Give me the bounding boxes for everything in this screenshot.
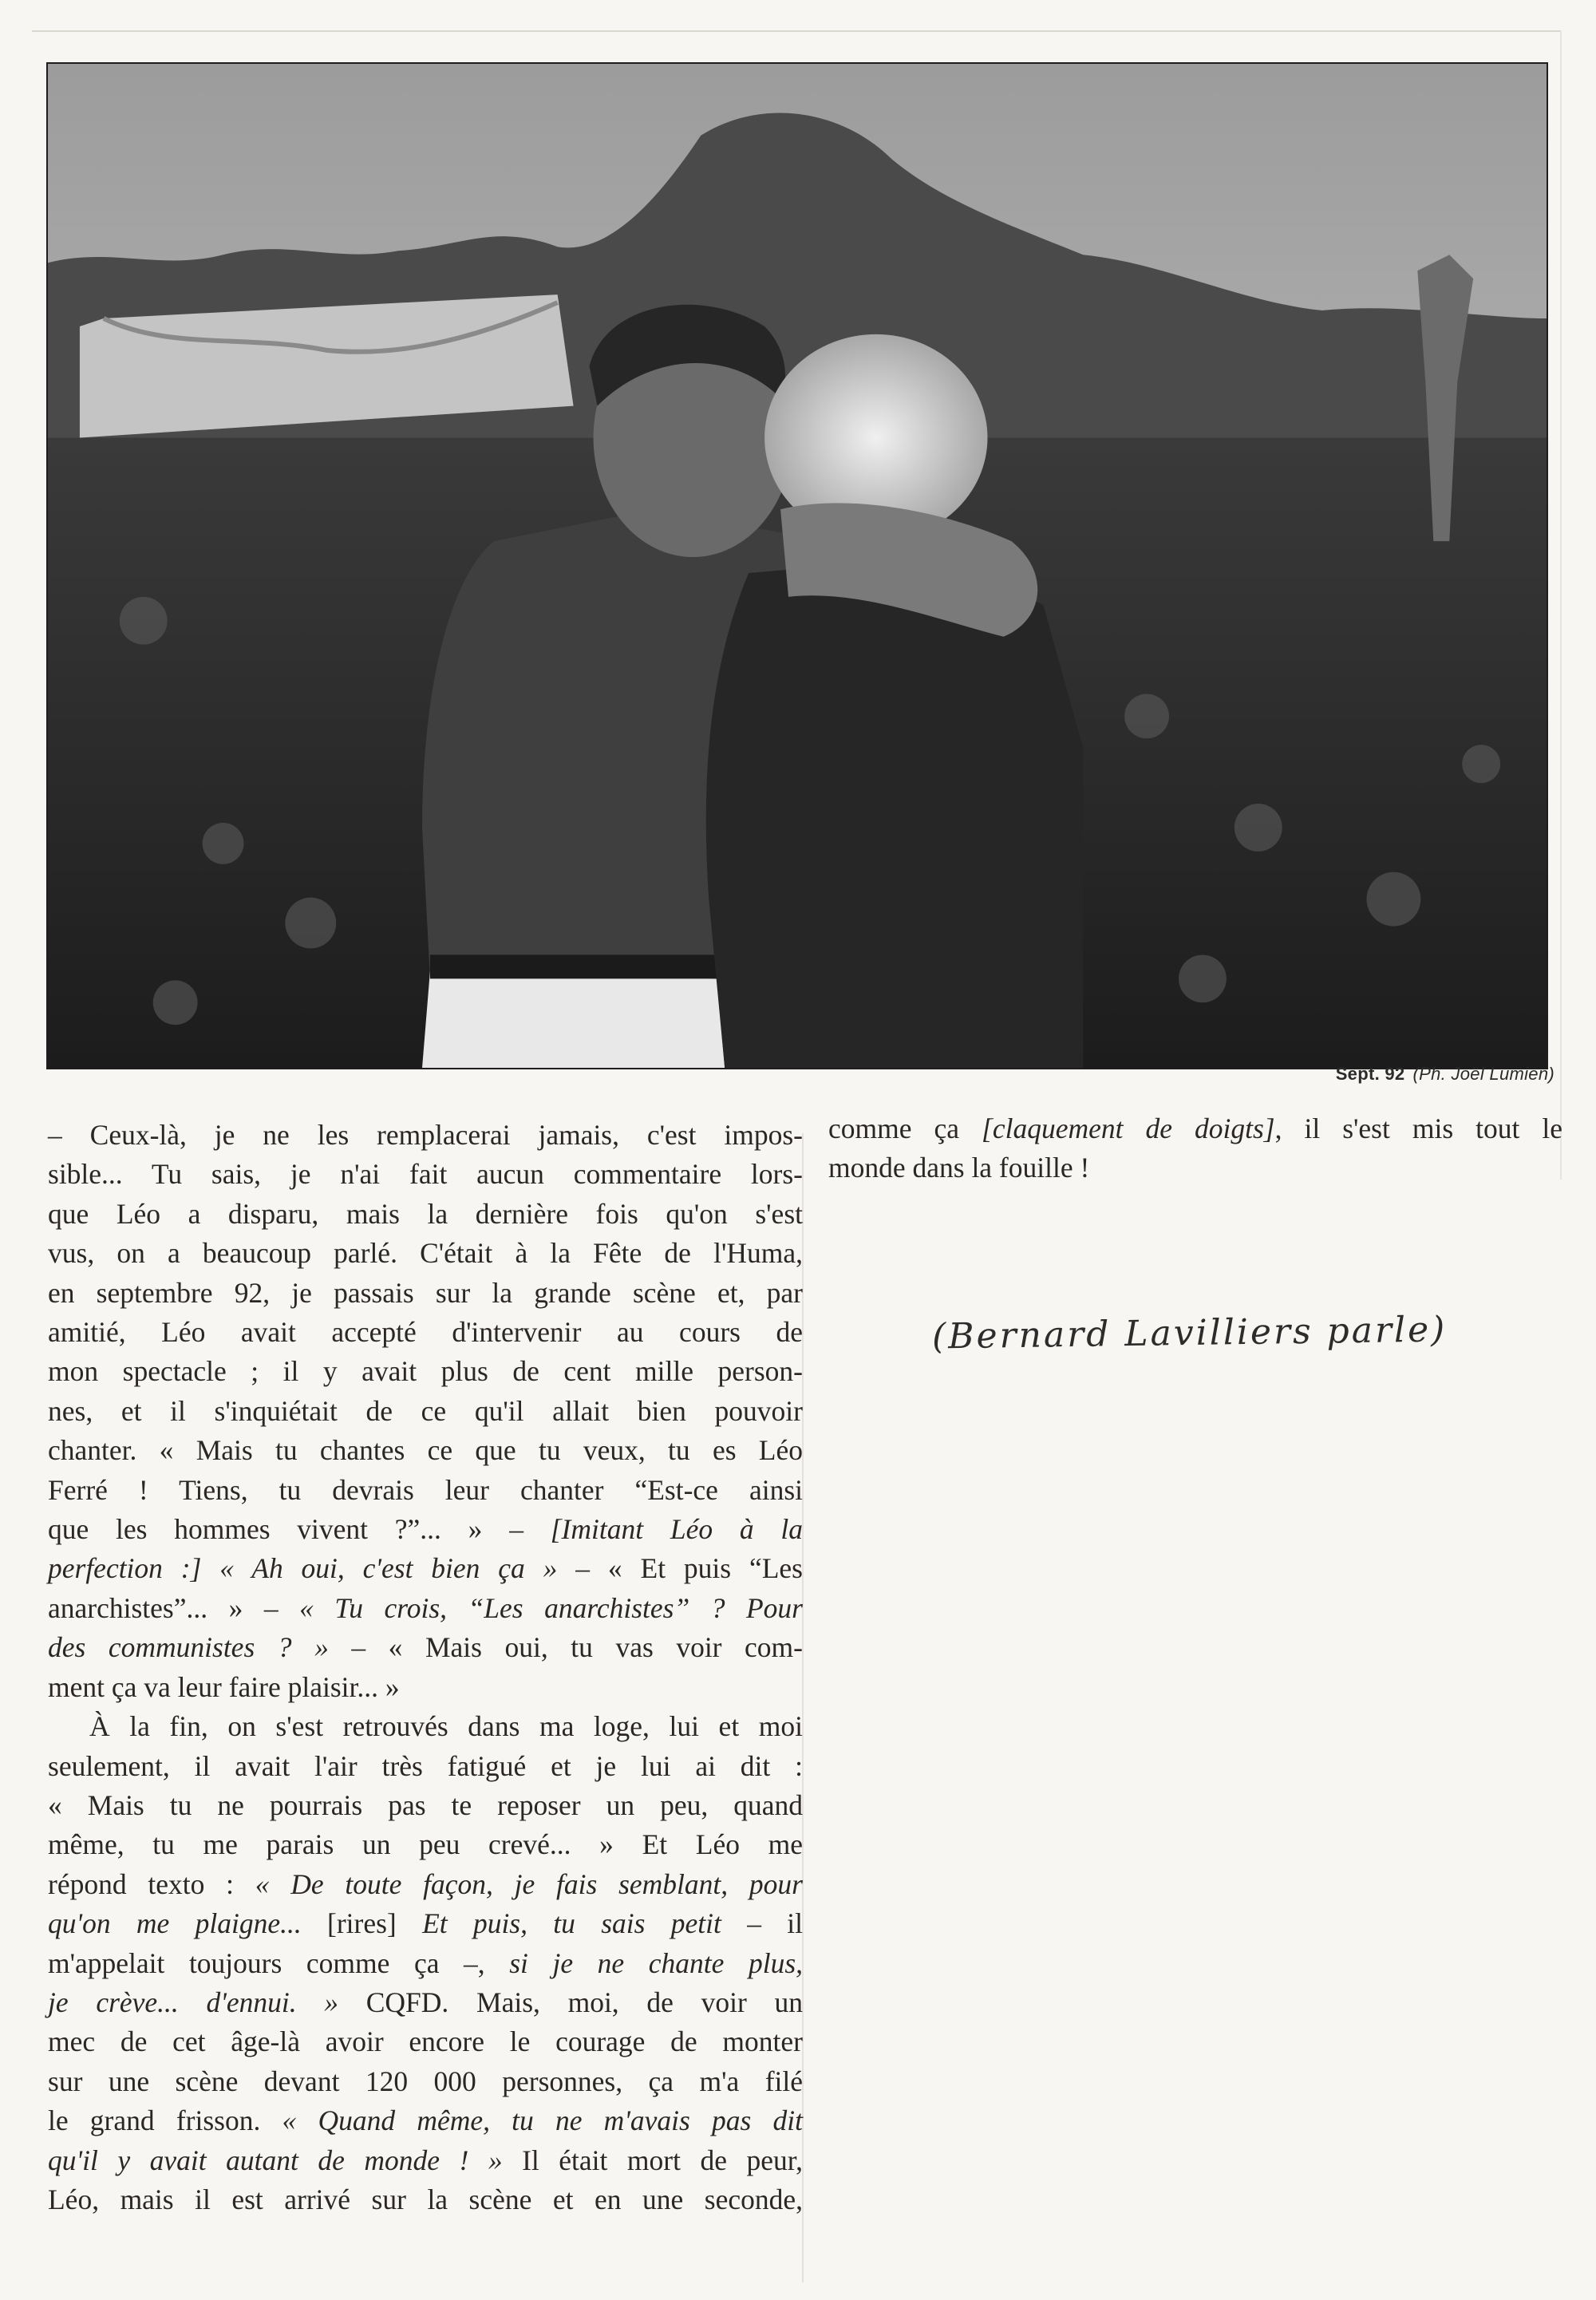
text-run: monde dans la fouille !	[828, 1152, 1090, 1184]
text-line	[48, 1983, 803, 2022]
text-run: CQFD. Mais, moi, de voir un	[338, 1986, 803, 2018]
text-run: chanter. « Mais tu chantes ce que tu veux, tu es Léo	[48, 1434, 803, 1467]
text-run: qu'il y avait autant de monde ! »	[48, 2144, 503, 2176]
text-line	[828, 1109, 1562, 1148]
text-run: répond texto :	[48, 1867, 255, 1900]
photo-caption	[1336, 1064, 1555, 1085]
text-line	[48, 1195, 803, 1234]
text-line	[48, 1549, 803, 1588]
text-line	[48, 1234, 803, 1273]
text-run: À la fin, on s'est retrouvés dans ma loge, lui et moi	[89, 1710, 803, 1743]
text-run: que les hommes vivent ?”... » –	[48, 1513, 551, 1546]
text-run: – « Mais oui, tu vas voir com-	[328, 1631, 803, 1664]
text-run: sur une scène devant 120 000 personnes, ça m'a filé	[48, 2065, 803, 2097]
text-run: des communistes ? »	[48, 1631, 329, 1664]
text-line	[48, 1786, 803, 1825]
text-line	[48, 1352, 803, 1391]
text-line	[48, 2141, 803, 2180]
text-line	[48, 1865, 803, 1904]
text-line	[48, 2022, 803, 2061]
article-column-left	[48, 1116, 803, 2219]
article-photo	[46, 62, 1548, 1069]
text-run: « Tu crois, “Les anarchistes” ? Pour	[299, 1591, 803, 1624]
handwritten-note: (Bernard Lavilliers parle)	[931, 1309, 1448, 1357]
text-line	[48, 1471, 803, 1510]
text-line	[48, 1944, 803, 1983]
text-run: ment ça va leur faire plaisir... »	[48, 1670, 400, 1703]
text-line	[48, 1392, 803, 1431]
text-run: seulement, il avait l'air très fatigué et je lui ai dit :	[48, 1749, 803, 1782]
text-line	[48, 1274, 803, 1313]
text-run: même, tu me parais un peu crevé... » Et Léo me	[48, 1828, 803, 1861]
text-run: je crève... d'ennui. »	[48, 1986, 339, 2018]
text-run: – il	[721, 1907, 803, 1940]
text-line	[48, 1431, 803, 1470]
text-run: , il s'est mis tout le	[1274, 1112, 1562, 1144]
text-run: Il était mort de peur,	[502, 2144, 803, 2176]
text-line	[48, 1707, 803, 1746]
text-run: nes, et il s'inquiétait de ce qu'il allait bien pouvoir	[48, 1394, 803, 1427]
text-run: « Mais tu ne pourrais pas te reposer un peu, quand	[48, 1788, 803, 1821]
text-run: mon spectacle ; il y avait plus de cent mille person-	[48, 1355, 803, 1388]
text-line	[48, 1589, 803, 1628]
text-run: perfection :] « Ah oui, c'est bien ça »	[48, 1552, 558, 1585]
text-run: le grand frisson.	[48, 2104, 282, 2137]
text-run: sible... Tu sais, je n'ai fait aucun commentaire lors-	[48, 1158, 803, 1191]
text-line	[48, 1668, 803, 1707]
text-run: vus, on a beaucoup parlé. C'était à la Fête de l'Huma,	[48, 1237, 803, 1270]
text-line	[48, 2062, 803, 2101]
text-line	[48, 2101, 803, 2140]
text-run: comme ça	[828, 1112, 982, 1144]
text-line	[48, 1825, 803, 1864]
text-run: [rires]	[301, 1907, 423, 1940]
text-line	[48, 1628, 803, 1667]
text-line	[48, 2180, 803, 2219]
text-run: qu'on me plaigne...	[48, 1907, 302, 1940]
text-run: [Imitant Léo à la	[550, 1513, 803, 1546]
text-run: Et puis, tu sais petit	[422, 1907, 721, 1940]
text-line	[48, 1116, 803, 1155]
text-run: anarchistes”... » –	[48, 1591, 300, 1624]
text-line	[48, 1155, 803, 1194]
text-run: en septembre 92, je passais sur la grande scène et, par	[48, 1276, 803, 1309]
text-run: Ferré ! Tiens, tu devrais leur chanter “Est-ce ainsi	[48, 1473, 803, 1506]
text-run: que Léo a disparu, mais la dernière fois qu'on s'est	[48, 1197, 803, 1230]
text-line	[48, 1747, 803, 1786]
photo-illustration	[48, 64, 1547, 1068]
article-column-right	[828, 1109, 1562, 1188]
text-line	[48, 1313, 803, 1352]
text-run: « Quand même, tu ne m'avais pas dit	[282, 2104, 804, 2137]
text-run: – Ceux-là, je ne les remplacerai jamais, c'est impos-	[48, 1119, 803, 1151]
text-run: « De toute façon, je fais semblant, pour	[255, 1867, 803, 1900]
text-line	[48, 1904, 803, 1943]
text-run: mec de cet âge-là avoir encore le courage de monter	[48, 2025, 803, 2058]
caption-credit: (Ph. Joël Lumien)	[1412, 1064, 1555, 1084]
clipping-edge	[32, 30, 1560, 32]
text-run: [claquement de doigts]	[982, 1112, 1275, 1144]
text-line	[828, 1148, 1562, 1188]
text-line	[48, 1510, 803, 1549]
caption-date: Sept. 92	[1335, 1064, 1405, 1084]
text-run: amitié, Léo avait accepté d'intervenir au cours de	[48, 1316, 803, 1349]
clipping-edge	[1560, 30, 1562, 1180]
text-run: Léo, mais il est arrivé sur la scène et en une seconde,	[48, 2183, 803, 2215]
text-run: si je ne chante plus,	[509, 1946, 804, 1979]
text-run: – « Et puis “Les	[557, 1552, 803, 1585]
text-run: m'appelait toujours comme ça –,	[48, 1946, 510, 1979]
